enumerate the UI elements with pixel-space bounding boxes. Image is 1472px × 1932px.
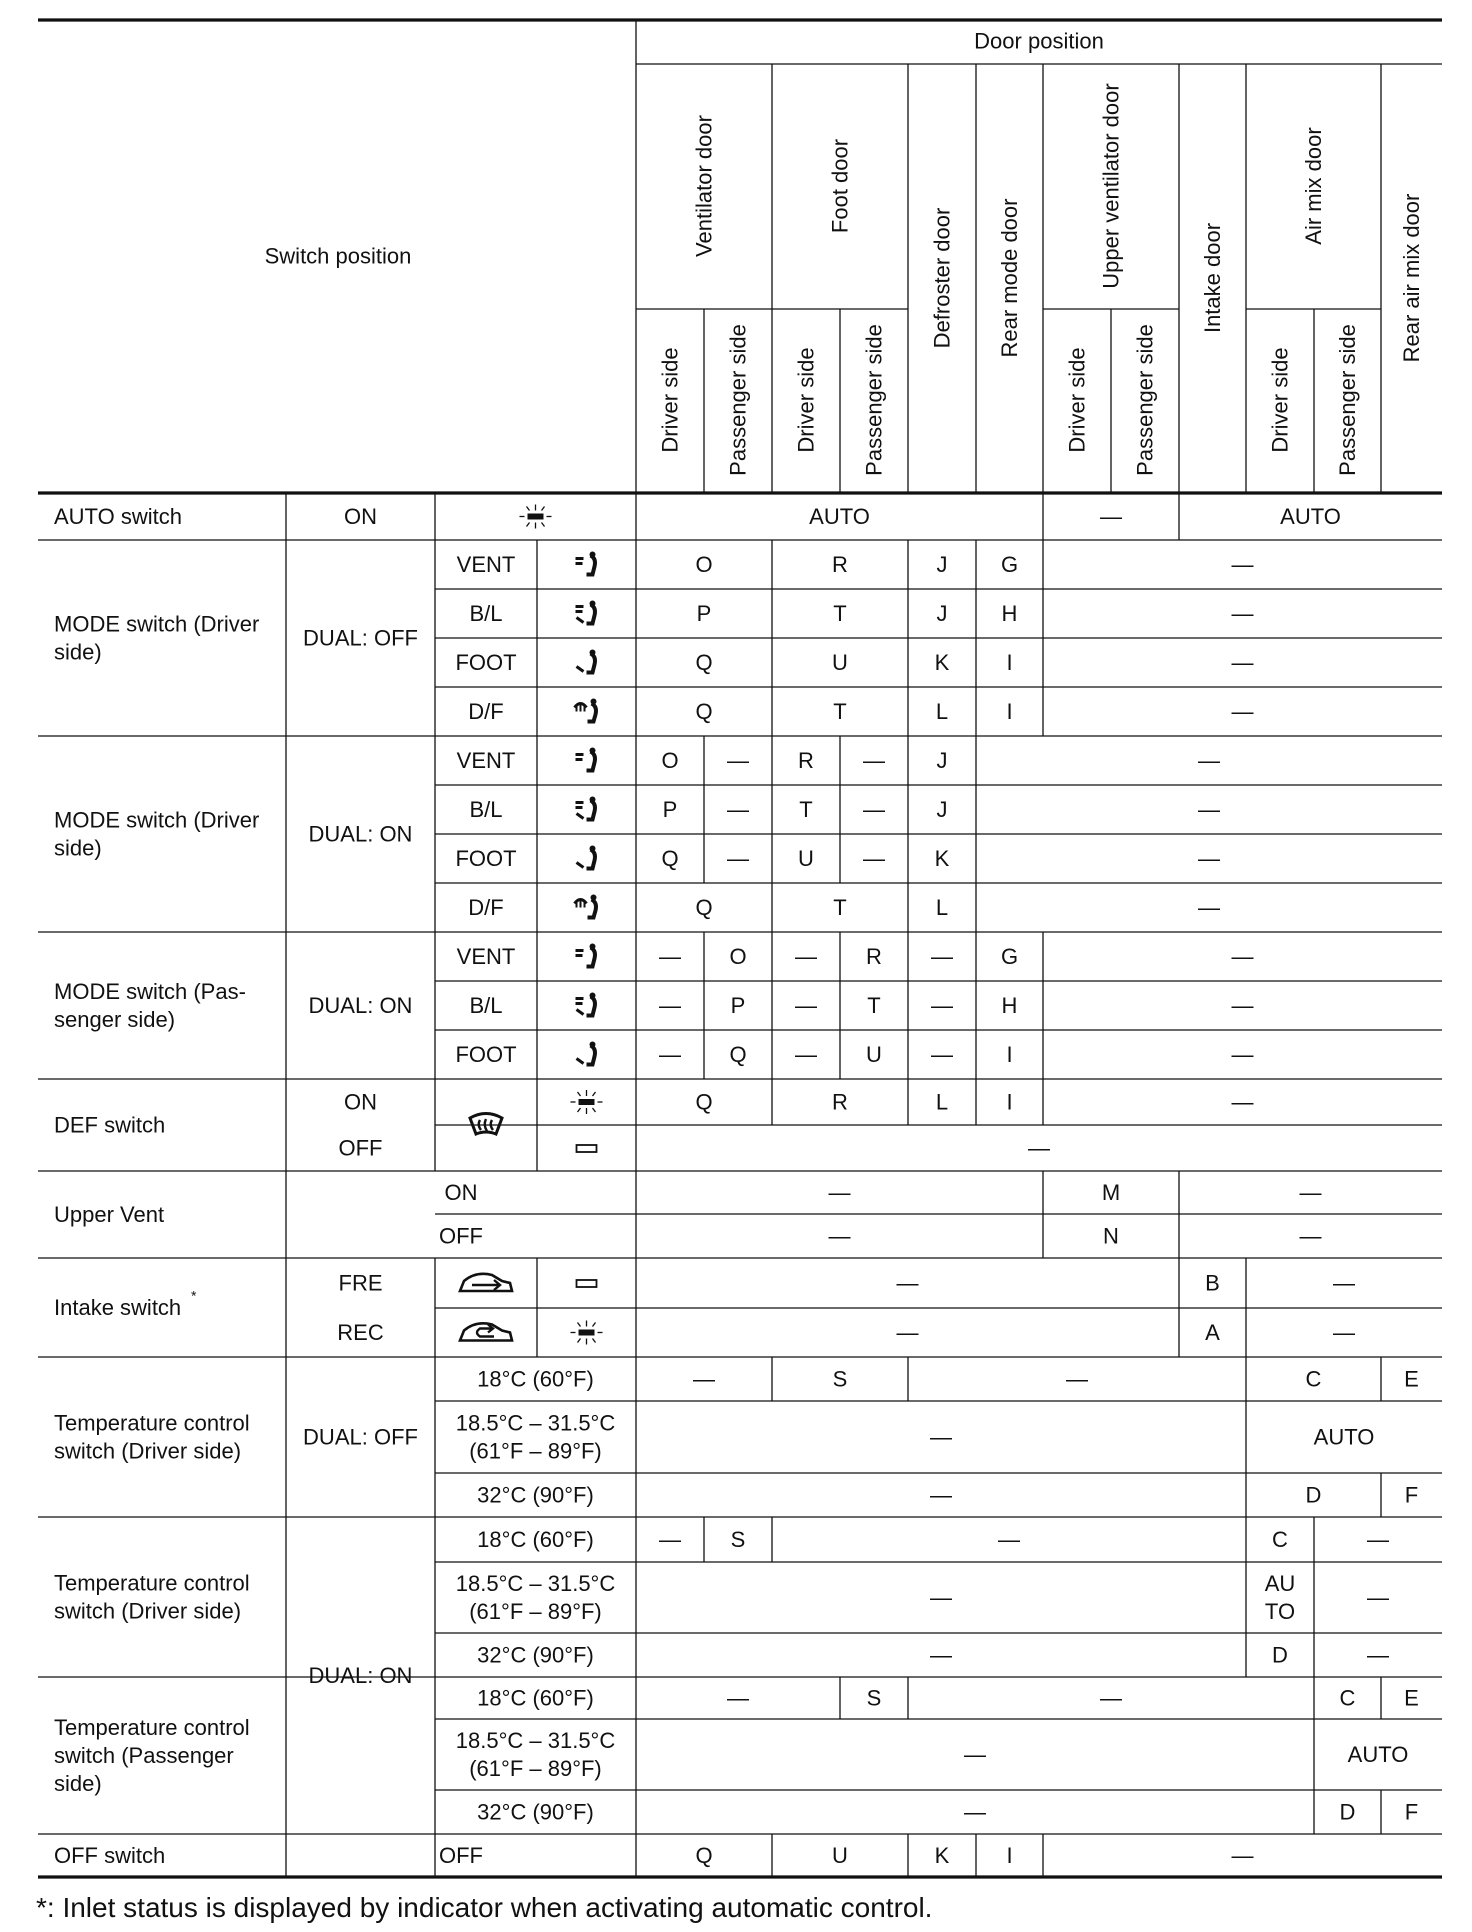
- cell-u2-1179: —: [1299, 1223, 1322, 1249]
- upper-vent-on: ON: [444, 1180, 478, 1205]
- cell-u2-1043: N: [1103, 1223, 1119, 1249]
- cell-n3-772: U: [798, 846, 814, 871]
- cell-t1-1246: C: [1305, 1366, 1322, 1392]
- cell-n1-840: —: [863, 748, 885, 773]
- col-defroster-door: Defroster door: [929, 207, 955, 349]
- cell-n4-636: Q: [695, 895, 713, 920]
- cell-n1-636: O: [661, 748, 679, 773]
- cell-auto-1179: AUTO: [1280, 504, 1341, 529]
- cell-p3-704: Q: [729, 1042, 747, 1067]
- cell-o1-976: I: [1006, 1843, 1013, 1868]
- indicator-on-icon: [571, 1321, 603, 1345]
- cell-s5-1314: AUTO: [1347, 1742, 1409, 1767]
- intake-switch-label: Intake switch: [54, 1295, 182, 1320]
- recirculation-icon: [460, 1323, 512, 1340]
- temp-driver-on-18: 18°C (60°F): [477, 1527, 594, 1552]
- cell-s4-1314: C: [1339, 1685, 1356, 1711]
- cell-t2-636: —: [930, 1424, 952, 1450]
- cell-i1-636: —: [896, 1270, 919, 1296]
- cell-o1-1043: —: [1231, 1843, 1254, 1868]
- mode-m3-label: FOOT: [455, 650, 517, 675]
- cell-u1-1179: —: [1299, 1180, 1322, 1205]
- cell-p2-772: —: [795, 993, 817, 1018]
- cell-p2-840: T: [867, 993, 881, 1018]
- cell-d1-1043: —: [1231, 1089, 1254, 1115]
- cell-s2-636: —: [930, 1585, 952, 1610]
- col-air-mix-door: Air mix door: [1301, 127, 1326, 245]
- mode-m4-label: D/F: [468, 699, 504, 724]
- bilevel-mode-icon: [576, 797, 596, 820]
- temp-driver-on-label-1: switch (Driver side): [54, 1598, 242, 1624]
- temp-driver-off-label-0: Temperature control: [54, 1410, 250, 1436]
- intake-asterisk: *: [191, 1287, 197, 1304]
- cell-s6-1314: D: [1339, 1799, 1356, 1825]
- cell-t1-772: S: [832, 1366, 848, 1392]
- mode-p1-label: VENT: [456, 944, 516, 969]
- table-text: [54, 29, 1424, 1869]
- cell-n3-704: —: [727, 846, 749, 871]
- mode-n3-label: FOOT: [455, 846, 517, 871]
- cell-p3-840: U: [866, 1042, 882, 1067]
- temp-driver-off-mid-2: (61°F – 89°F): [469, 1438, 602, 1464]
- cell-t3-1246: D: [1305, 1482, 1322, 1508]
- cell-s6-636: —: [964, 1799, 986, 1825]
- cell-s1-1246: C: [1272, 1527, 1288, 1552]
- vent-mode-icon: [576, 552, 596, 575]
- cell-i2-636: —: [896, 1320, 919, 1345]
- cell-p1-772: —: [795, 944, 817, 969]
- cell-n2-976: —: [1198, 797, 1220, 822]
- cell-i1-1246: —: [1333, 1270, 1355, 1296]
- cell-s3-1314: —: [1367, 1642, 1389, 1668]
- col-rear-mode-door: Rear mode door: [997, 198, 1022, 358]
- cell-p3-772: —: [795, 1042, 817, 1067]
- auto-switch-label: AUTO switch: [54, 504, 182, 529]
- cell-p1-1043: —: [1231, 944, 1254, 969]
- col-side-6: Driver side: [1267, 347, 1293, 453]
- cell-m4-976: I: [1006, 699, 1013, 724]
- cell-t1-636: —: [693, 1366, 715, 1392]
- mode-driver-dual-on-label-1: side): [54, 835, 102, 861]
- cell-n2-908: J: [936, 797, 948, 822]
- def-switch-label: DEF switch: [54, 1112, 166, 1138]
- temp-driver-on-32: 32°C (90°F): [477, 1642, 594, 1668]
- upper-vent-off: OFF: [439, 1223, 483, 1249]
- cell-p2-704: P: [730, 993, 746, 1018]
- col-side-4: Driver side: [1064, 347, 1090, 453]
- cell-s4-840: S: [866, 1685, 882, 1711]
- cell-d1-772: R: [832, 1089, 848, 1115]
- cell-n3-840: —: [863, 846, 885, 871]
- col-upper-ventilator-door: Upper ventilator door: [1098, 83, 1124, 289]
- cell-m4-1043: —: [1231, 699, 1254, 724]
- cell-s1-1314: —: [1367, 1527, 1389, 1552]
- mode-driver-label-0: MODE switch (Driver: [54, 611, 260, 637]
- cell-i2-1246: —: [1333, 1320, 1355, 1345]
- cell-n4-908: L: [935, 895, 949, 920]
- indicator-on-icon: [571, 1090, 603, 1114]
- temp-driver-dual-off: DUAL: OFF: [303, 1424, 418, 1450]
- cell-m2-908: J: [936, 601, 948, 626]
- cell-m1-1043: —: [1231, 552, 1254, 577]
- mode-p3-label: FOOT: [455, 1042, 517, 1067]
- cell-auto-1043: —: [1100, 504, 1122, 529]
- mode-driver-label-1: side): [54, 639, 102, 665]
- cell-m3-908: K: [934, 650, 950, 675]
- indicator-off-icon: [577, 1145, 597, 1152]
- cell-p3-976: I: [1006, 1042, 1013, 1067]
- temp-driver-on-mid-1: 18.5°C – 31.5°C: [455, 1571, 616, 1596]
- temp-driver-off-mid-1: 18.5°C – 31.5°C: [455, 1410, 616, 1436]
- cell-n1-908: J: [936, 748, 948, 773]
- cell-m3-772: U: [832, 650, 848, 675]
- col-side-3: Passenger side: [861, 324, 887, 476]
- cell-s1-704: S: [730, 1527, 746, 1552]
- cell-m3-976: I: [1006, 650, 1013, 675]
- mode-driver-dual-off: DUAL: OFF: [303, 625, 418, 651]
- off-switch-off: OFF: [439, 1843, 483, 1868]
- cell-u1-1043: M: [1101, 1180, 1121, 1205]
- cell-p2-976: H: [1001, 993, 1018, 1018]
- temp-pass-32: 32°C (90°F): [477, 1799, 594, 1825]
- intake-fre: FRE: [338, 1270, 383, 1296]
- temp-driver-on-mid-2: (61°F – 89°F): [469, 1599, 602, 1624]
- cell-m1-636: O: [695, 552, 713, 577]
- temp-pass-mid-2: (61°F – 89°F): [469, 1756, 602, 1781]
- cell-s2-1314: —: [1367, 1585, 1389, 1610]
- col-side-0: Driver side: [657, 347, 683, 453]
- cell-p1-840: R: [866, 944, 882, 969]
- mode-pass-label-1: senger side): [54, 1007, 176, 1032]
- indicator-off-icon: [577, 1280, 597, 1287]
- foot-mode-icon: [577, 650, 596, 673]
- cell-n3-636: Q: [661, 846, 679, 871]
- upper-vent-label: Upper Vent: [54, 1202, 165, 1227]
- cell-s3-1246: D: [1272, 1642, 1288, 1668]
- col-foot-door: Foot door: [827, 138, 853, 234]
- footnote: *: Inlet status is displayed by indicator when activating automatic control.: [36, 1892, 933, 1923]
- temp-pass-label-0: Temperature control: [54, 1715, 250, 1740]
- cell-o1-772: U: [832, 1843, 848, 1868]
- cell-m3-1043: —: [1231, 650, 1254, 675]
- temp-driver-off-18: 18°C (60°F): [477, 1366, 594, 1392]
- cell-m1-908: J: [936, 552, 948, 577]
- temp-dual-on: DUAL: ON: [308, 1663, 413, 1688]
- cell-p1-908: —: [931, 944, 953, 969]
- indicator-on-icon: [520, 505, 552, 529]
- temp-pass-mid-1: 18.5°C – 31.5°C: [455, 1728, 616, 1753]
- cell-t3-1381: F: [1404, 1482, 1419, 1508]
- cell-p3-1043: —: [1231, 1042, 1254, 1067]
- def-foot-mode-icon: [575, 699, 597, 722]
- cell-s6-1381: F: [1404, 1799, 1419, 1825]
- col-ventilator-door: Ventilator door: [691, 115, 717, 257]
- bilevel-mode-icon: [576, 993, 596, 1016]
- cell-m1-976: G: [1000, 552, 1019, 577]
- intake-rec: REC: [337, 1320, 384, 1345]
- cell-m2-976: H: [1001, 601, 1018, 626]
- cell-p3-908: —: [931, 1042, 953, 1067]
- cell-m2-1043: —: [1231, 601, 1254, 626]
- cell-u2-636: —: [828, 1223, 851, 1249]
- col-side-2: Driver side: [793, 347, 819, 453]
- col-side-7: Passenger side: [1335, 324, 1360, 476]
- cell-m2-636: P: [696, 601, 712, 626]
- cell-n1-976: —: [1198, 748, 1220, 773]
- cell-s5-636: —: [964, 1742, 986, 1767]
- cell-s1-772: —: [998, 1527, 1020, 1552]
- cell-n4-976: —: [1198, 895, 1220, 920]
- cell-n4-772: T: [833, 895, 847, 920]
- temp-driver-on-label-0: Temperature control: [54, 1570, 250, 1596]
- cell-p2-908: —: [931, 993, 953, 1018]
- cell-d1-908: L: [935, 1089, 949, 1115]
- cell-p1-976: G: [1000, 944, 1019, 969]
- cell-p1-636: —: [659, 944, 681, 969]
- def-foot-mode-icon: [575, 895, 597, 918]
- off-switch-label: OFF switch: [54, 1843, 166, 1868]
- mode-n2-label: B/L: [469, 797, 503, 822]
- cell-m4-908: L: [935, 699, 949, 724]
- cell-n1-772: R: [798, 748, 814, 773]
- mode-pass-dual-on: DUAL: ON: [308, 993, 413, 1018]
- cell-m1-772: R: [832, 552, 848, 577]
- cell-n2-636: P: [662, 797, 678, 822]
- cell-s4-1381: E: [1404, 1685, 1419, 1711]
- mode-pass-label-0: MODE switch (Pas-: [54, 979, 246, 1004]
- col-intake-door: Intake door: [1200, 222, 1225, 334]
- mode-n4-label: D/F: [468, 895, 504, 920]
- cell-s4-636: —: [727, 1685, 749, 1711]
- cell-n2-772: T: [799, 797, 813, 822]
- foot-mode-icon: [577, 846, 596, 869]
- cell-t3-636: —: [930, 1482, 952, 1508]
- door-position-header: Door position: [974, 28, 1104, 54]
- def-off: OFF: [338, 1135, 383, 1161]
- cell-n3-976: —: [1198, 846, 1220, 871]
- cell-auto-636: AUTO: [809, 504, 870, 529]
- temp-pass-18: 18°C (60°F): [477, 1685, 594, 1711]
- cell-s2-au: AU: [1264, 1571, 1296, 1596]
- temp-driver-off-label-1: switch (Driver side): [54, 1438, 242, 1464]
- cell-d1-636: Q: [695, 1089, 713, 1115]
- col-side-1: Passenger side: [725, 324, 751, 476]
- cell-s4-908: —: [1100, 1685, 1122, 1711]
- cell-s2-to: TO: [1264, 1599, 1296, 1624]
- cell-t1-1381: E: [1404, 1366, 1419, 1392]
- switch-position-header: Switch position: [264, 243, 412, 269]
- cell-i2-1179: A: [1205, 1320, 1220, 1345]
- cell-i1-1179: B: [1205, 1270, 1220, 1296]
- col-side-5: Passenger side: [1132, 324, 1158, 476]
- cell-n1-704: —: [727, 748, 749, 773]
- cell-m4-772: T: [833, 699, 847, 724]
- cell-d1-976: I: [1006, 1089, 1013, 1115]
- cell-n3-908: K: [934, 846, 950, 871]
- cell-s1-636: —: [659, 1527, 681, 1552]
- cell-m2-772: T: [833, 601, 847, 626]
- cell-p3-636: —: [659, 1042, 681, 1067]
- cell-o1-636: Q: [695, 1843, 713, 1868]
- cell-t2-1246: AUTO: [1313, 1424, 1375, 1450]
- cell-t1-908: —: [1066, 1366, 1088, 1392]
- defrost-icon: [470, 1114, 502, 1135]
- cell-u1-636: —: [828, 1180, 851, 1205]
- table-icons: [460, 505, 603, 1345]
- mode-n1-label: VENT: [456, 748, 516, 773]
- cell-p2-1043: —: [1231, 993, 1254, 1018]
- vent-mode-icon: [576, 944, 596, 967]
- cell-o1-908: K: [934, 1843, 950, 1868]
- auto-switch-on: ON: [344, 504, 377, 529]
- cell-p2-636: —: [659, 993, 681, 1018]
- cell-n2-704: —: [727, 797, 749, 822]
- temp-driver-off-32: 32°C (90°F): [477, 1482, 594, 1508]
- mode-m1-label: VENT: [456, 552, 516, 577]
- mode-driver-dual-on: DUAL: ON: [308, 821, 413, 847]
- def-on: ON: [344, 1089, 377, 1115]
- foot-mode-icon: [577, 1042, 596, 1065]
- mode-m2-label: B/L: [469, 601, 503, 626]
- cell-p1-704: O: [729, 944, 747, 969]
- cell-d2-636: —: [1028, 1135, 1050, 1161]
- mode-driver-dual-on-label-0: MODE switch (Driver: [54, 807, 260, 833]
- fresh-air-icon: [460, 1274, 512, 1291]
- cell-n2-840: —: [863, 797, 885, 822]
- vent-mode-icon: [576, 748, 596, 771]
- bilevel-mode-icon: [576, 601, 596, 624]
- cell-s3-636: —: [930, 1642, 952, 1668]
- temp-pass-label-1: switch (Passenger: [54, 1743, 234, 1768]
- cell-m3-636: Q: [695, 650, 713, 675]
- col-rear-air-mix-door: Rear air mix door: [1399, 193, 1424, 363]
- cell-m4-636: Q: [695, 699, 713, 724]
- mode-p2-label: B/L: [469, 993, 503, 1018]
- temp-pass-label-2: side): [54, 1771, 102, 1796]
